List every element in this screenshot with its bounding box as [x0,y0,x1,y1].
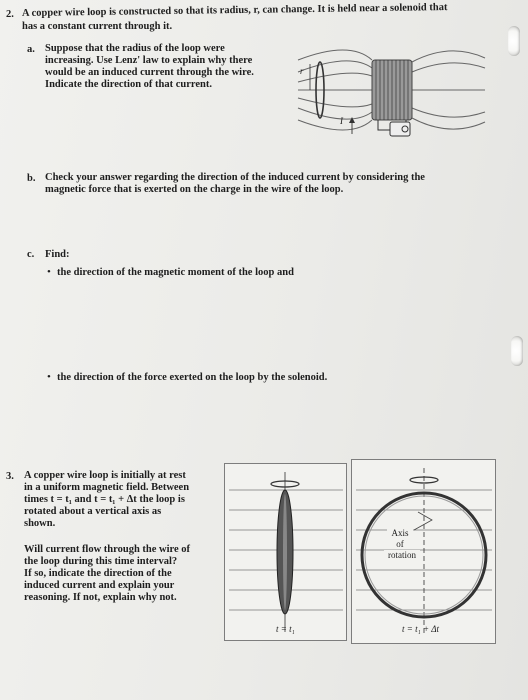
field-line [412,63,485,72]
q2-number: 2. [6,9,14,20]
q3-line-5: shown. [24,518,56,529]
q2a-line-4: Indicate the direction of that current. [45,79,213,90]
q2b-line-1: Check your answer regarding the direction of the induced current by considering the [45,172,425,183]
field-line [298,108,372,119]
field-line [298,98,372,107]
field-line [298,73,372,82]
q3-line-1: A copper wire loop is initially at rest [24,470,186,481]
q2b-label: b. [27,173,36,184]
q3-question-line-4: induced current and explain your [24,580,175,591]
q2a-line-1: Suppose that the radius of the loop were [45,43,225,54]
punch-hole-top [508,26,520,56]
q3-line-4: rotated about a vertical axis as [24,506,162,517]
q3-question-line-5: reasoning. If not, explain why not. [24,592,177,603]
q3-question-line-2: the loop during this time interval? [24,556,178,567]
caption-final-time: t = t₁ + Δt [402,624,440,634]
solenoid-lead [378,120,390,130]
q2b-line-2: magnetic force that is exerted on the charge in the wire of the loop. [45,184,344,195]
field-line [298,61,372,72]
field-diagram-final [352,460,495,643]
field-diagram-initial [225,464,346,640]
bullet-dot: • [47,371,51,383]
q2a-line-2: increasing. Use Lenz' law to explain why there [45,55,253,66]
q2c-bullet-2: the direction of the force exerted on the loop by the solenoid. [57,372,328,383]
field-line [412,118,485,129]
q3-line-2: in a uniform magnetic field. Between [24,482,190,493]
q2c-title: Find: [45,249,70,260]
caption-initial-time: t = t₁ [276,624,295,634]
bullet-dot: • [47,266,51,278]
q2-intro-line-1: A copper wire loop is constructed so that its radius, r, can change. It is held near a solenoid that [21,2,448,19]
field-line [298,50,372,60]
q2a-line-3: would be an induced current through the wire. [45,67,254,78]
field-line [412,108,485,117]
q2c-bullet-1: the direction of the magnetic moment of the loop and [57,267,294,278]
solenoid-figure [280,38,490,148]
battery [390,122,410,136]
axis-label-3: rotation [384,550,420,560]
radius-label: r [300,66,304,76]
q3-question-line-1: Will current flow through the wire of [24,544,191,555]
current-arrowhead [349,117,355,123]
current-label: I [340,116,343,126]
q2c-label: c. [27,249,35,260]
axis-label-1: Axis [387,528,413,538]
field-line [412,51,485,62]
figure-initial-state [224,463,347,641]
rotation-indicator [414,512,432,530]
punch-hole-bottom [511,336,523,366]
q3-line-3: times t = t₁ and t = t₁ + Δt the loop is [24,494,185,505]
q3-question-line-3: If so, indicate the direction of the [24,568,172,579]
q3-number: 3. [6,471,14,482]
q2-intro-line-2: has a constant current through it. [22,21,173,32]
field-line [298,120,372,130]
axis-label-2: of [393,539,407,549]
q2a-label: a. [27,44,35,55]
figure-final-state [351,459,496,644]
